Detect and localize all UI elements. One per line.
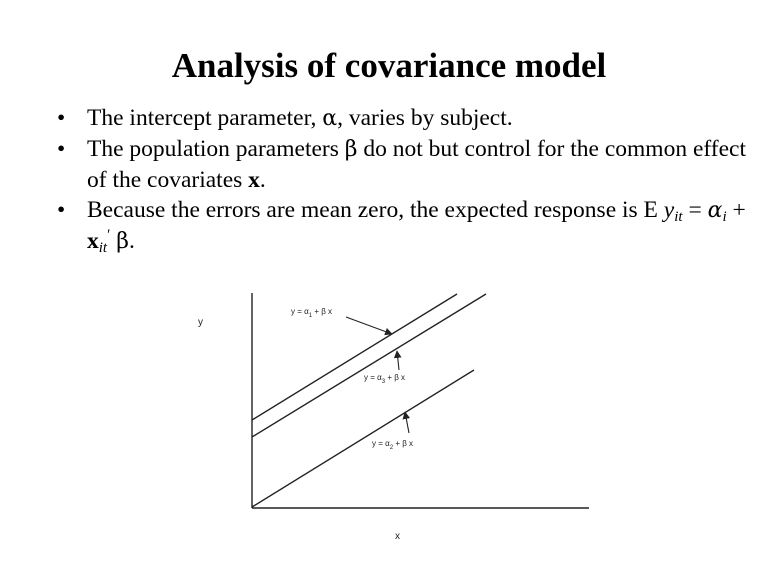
beta-symbol: β — [344, 137, 358, 162]
label-line-alpha2: $y = \alpha_2 + \beta$ x — [372, 439, 414, 451]
label-line-alpha3: $y = \alpha_3 + \beta$ x — [364, 373, 406, 385]
arrow-alpha3 — [397, 351, 399, 370]
line-alpha3 — [252, 294, 486, 437]
alpha-symbol: α — [322, 106, 338, 131]
y-axis-label: y — [198, 317, 203, 328]
covariate-x: x — [248, 167, 260, 193]
bullet-dot-icon: • — [57, 197, 66, 223]
x-axis-label: x — [395, 531, 400, 542]
slide-title: Analysis of covariance model — [171, 46, 607, 85]
bullet-item: • The intercept parameter, α, varies by subject. — [57, 105, 513, 131]
arrow-alpha2 — [405, 412, 409, 433]
bullet-dot-icon: • — [57, 105, 66, 131]
covariate-x: x — [87, 228, 99, 254]
bullet-item: • The population parameters β do not but control for the common effect of the covariates x. — [57, 136, 747, 193]
bullet-dot-icon: • — [57, 136, 66, 162]
response-y: y — [663, 197, 675, 223]
arrow-alpha1 — [346, 317, 392, 334]
beta-symbol: β — [116, 229, 129, 254]
line-alpha2 — [252, 370, 474, 507]
bullet-item: • Because the errors are mean zero, the expected response is E $y_{it} = \alpha_i + x_{it}'$ β. — [57, 197, 746, 256]
label-line-alpha1: $y = \alpha_1 + \beta$ x — [291, 307, 333, 319]
line-alpha1 — [252, 294, 457, 420]
alpha-symbol: α — [707, 198, 723, 223]
